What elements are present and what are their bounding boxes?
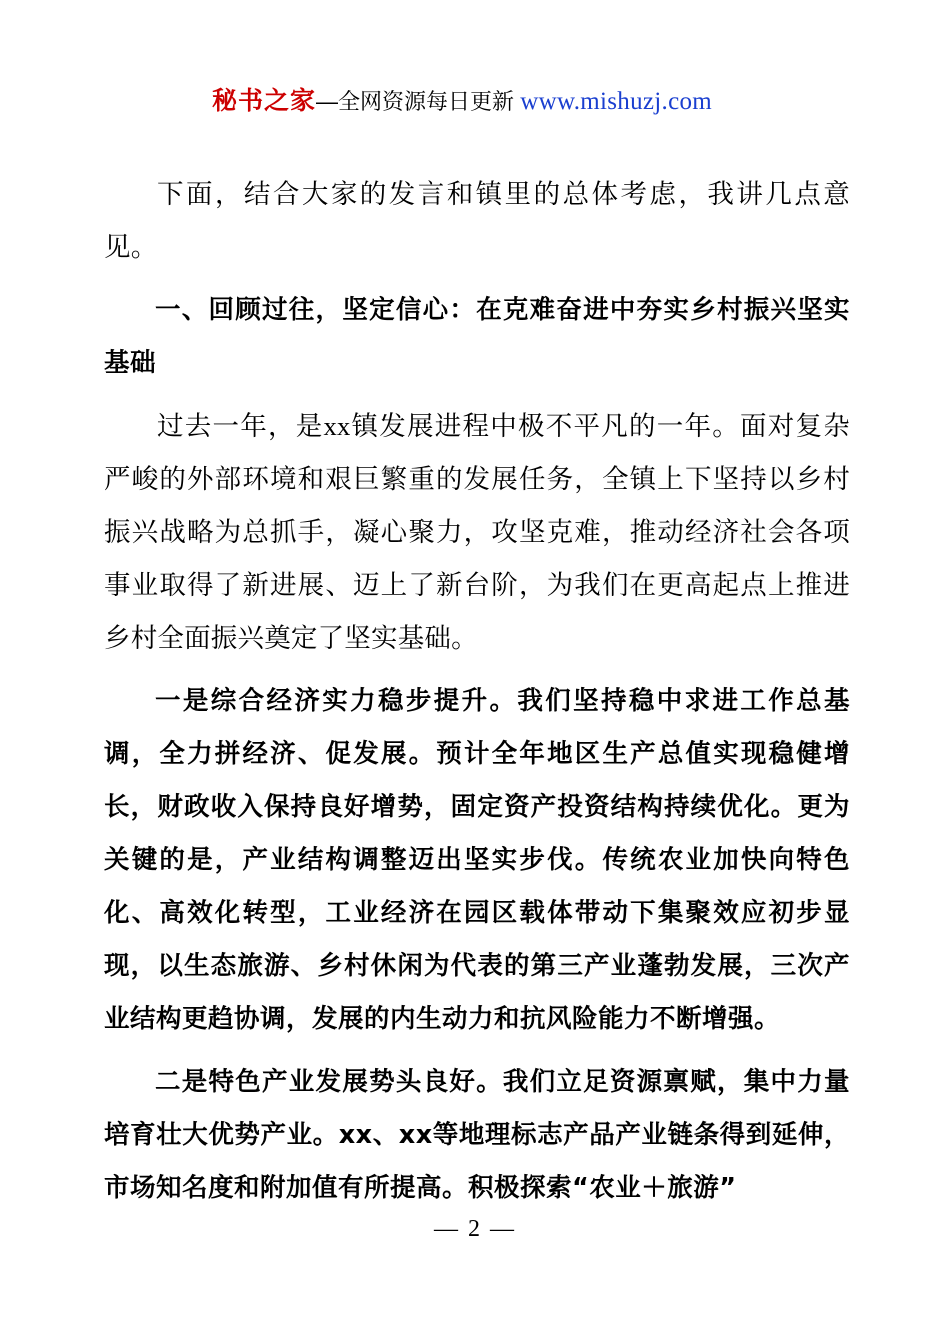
paragraph-review: 过去一年，是xx镇发展进程中极不平凡的一年。面对复杂严峻的外部环境和艰巨繁重的发展任务，全镇上下坚持以乡村振兴战略为总抓手，凝心聚力，攻坚克难，推动经济社会各项事业取得了新进展、迈上了新台阶，为我们在更高起点上推进乡村全面振兴奠定了坚实基础。 — [104, 411, 850, 653]
paragraph-point-2: 二是特色产业发展势头良好。我们立足资源禀赋，集中力量培育壮大优势产业。xx、xx等地理标志产品产业链条得到延伸，市场知名度和附加值有所提高。积极探索“农业＋旅游” — [104, 1067, 850, 1203]
brand-url[interactable]: www.mishuzj.com — [520, 88, 713, 115]
paragraph-intro: 下面，结合大家的发言和镇里的总体考虑，我讲几点意见。 — [104, 179, 850, 262]
site-watermark-header — [212, 86, 712, 117]
paragraph-point-1: 一是综合经济实力稳步提升。我们坚持稳中求进工作总基调，全力拼经济、促发展。预计全年地区生产总值实现稳健增长，财政收入保持良好增势，固定资产投资结构持续优化。更为关键的是，产业结构调整迈出坚实步伐。传统农业加快向特色化、高效化转型，工业经济在园区载体带动下集聚效应初步显现，以生态旅游、乡村休闲为代表的第三产业蓬勃发展，三次产业结构更趋协调，发展的内生动力和抗风险能力不断增强。 — [104, 686, 850, 1034]
brand-name: 秘书之家 — [212, 86, 317, 115]
section-heading-1: 一、回顾过往，坚定信心：在克难奋进中夯实乡村振兴坚实基础 — [104, 295, 850, 378]
document-body — [104, 168, 850, 1225]
page-number: — 2 — — [434, 1216, 516, 1242]
brand-tagline: —全网资源每日更新 — [316, 89, 515, 114]
